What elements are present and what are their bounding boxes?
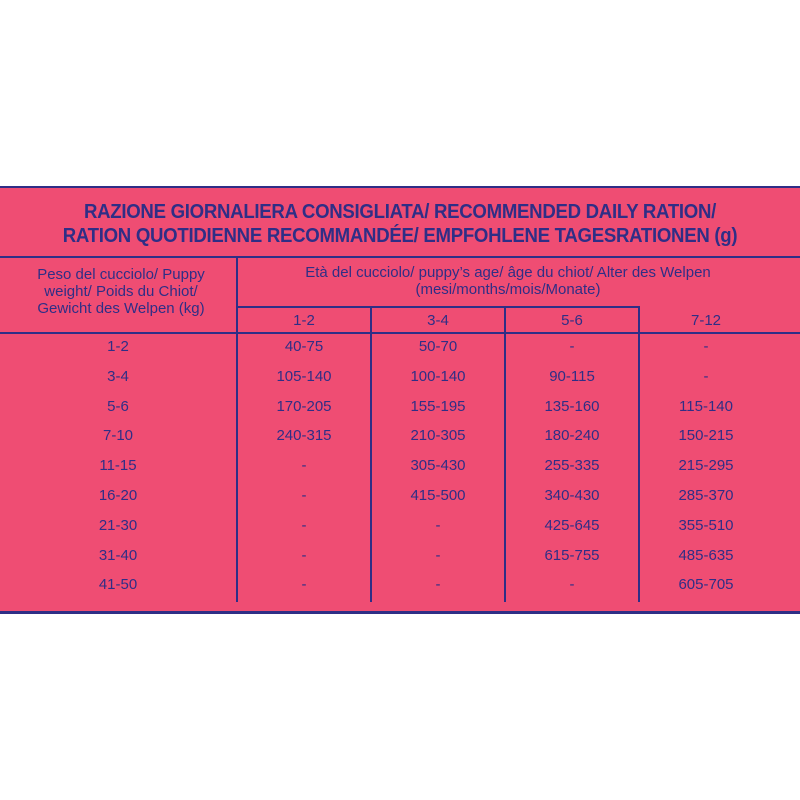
ration-cell: 105-140 (276, 367, 332, 385)
age-subheader-top-line (238, 306, 638, 308)
ration-cell: - (569, 576, 575, 594)
ration-cell: 210-305 (410, 427, 466, 445)
age-column-label: 3-4 (427, 312, 449, 329)
ration-cell: 50-70 (418, 338, 458, 355)
ration-cell: - (703, 367, 709, 385)
ration-cell: - (435, 546, 441, 564)
ration-cell: 40-75 (284, 338, 324, 355)
ration-cell: - (301, 457, 307, 475)
ration-cell: 90-115 (549, 367, 595, 385)
ration-cell: 240-315 (276, 427, 332, 445)
ration-cell: 285-370 (678, 487, 734, 504)
age-column-label: 7-12 (690, 312, 722, 329)
ration-cell: - (569, 338, 575, 355)
table-title (28, 200, 772, 248)
ration-cell: - (703, 338, 709, 355)
header-bottom-line (0, 332, 800, 334)
ration-cell: 135-160 (544, 397, 600, 415)
title-divider (0, 256, 800, 258)
ration-cell: 215-295 (678, 457, 734, 475)
ration-cell: 355-510 (678, 516, 734, 534)
ration-cell: - (301, 576, 307, 594)
ration-cell: 340-430 (544, 487, 600, 504)
weight-cell: 5-6 (107, 397, 129, 415)
age-column-label: 5-6 (561, 312, 583, 329)
weight-cell: 1-2 (107, 338, 129, 355)
weight-cell: 31-40 (98, 546, 138, 564)
ration-cell: - (301, 487, 307, 504)
weight-cell: 3-4 (107, 367, 129, 385)
weight-cell: 11-15 (99, 457, 137, 475)
ration-cell: 170-205 (276, 397, 332, 415)
weight-cell: 21-30 (98, 516, 138, 534)
title-line-1: RAZIONE GIORNALIERA CONSIGLIATA/ RECOMMENDED DAILY RATION/ (83, 201, 717, 223)
weight-header-line-1: Peso del cucciolo/ Puppy (37, 266, 205, 283)
age-header-line-1: Età del cucciolo/ puppy’s age/ âge du chiot/ Alter des Welpen (305, 264, 711, 281)
weight-cell: 7-10 (102, 427, 134, 445)
ration-cell: 100-140 (410, 367, 466, 385)
ration-cell: 485-635 (678, 546, 734, 564)
ration-cell: 180-240 (544, 427, 600, 445)
ration-cell: 615-755 (544, 546, 600, 564)
ration-cell: 150-215 (678, 427, 734, 445)
ration-cell: 605-705 (678, 576, 734, 594)
ration-cell: - (435, 516, 441, 534)
age-column-label: 1-2 (293, 312, 315, 329)
ration-cell: 115-140 (679, 397, 733, 415)
ration-cell: - (301, 546, 307, 564)
ration-table-panel (0, 186, 800, 614)
weight-header-line-2: weight/ Poids du Chiot/ (44, 283, 198, 300)
age-header-line-2: (mesi/months/mois/Monate) (415, 281, 601, 298)
ration-cell: 425-645 (544, 516, 600, 534)
ration-cell: 305-430 (410, 457, 466, 475)
ration-cell: 415-500 (410, 487, 466, 504)
weight-cell: 41-50 (98, 576, 138, 594)
ration-cell: - (301, 516, 307, 534)
weight-header-line-3: Gewicht des Welpen (kg) (37, 300, 205, 317)
title-line-2: RATION QUOTIDIENNE RECOMMANDÉE/ EMPFOHLENE TAGESRATIONEN (g) (62, 225, 738, 247)
age-column-header (238, 264, 778, 298)
ration-cell: - (435, 576, 441, 594)
ration-cell: 255-335 (544, 457, 600, 475)
weight-cell: 16-20 (98, 487, 138, 504)
ration-cell: 155-195 (410, 397, 466, 415)
weight-column-header (12, 266, 230, 317)
